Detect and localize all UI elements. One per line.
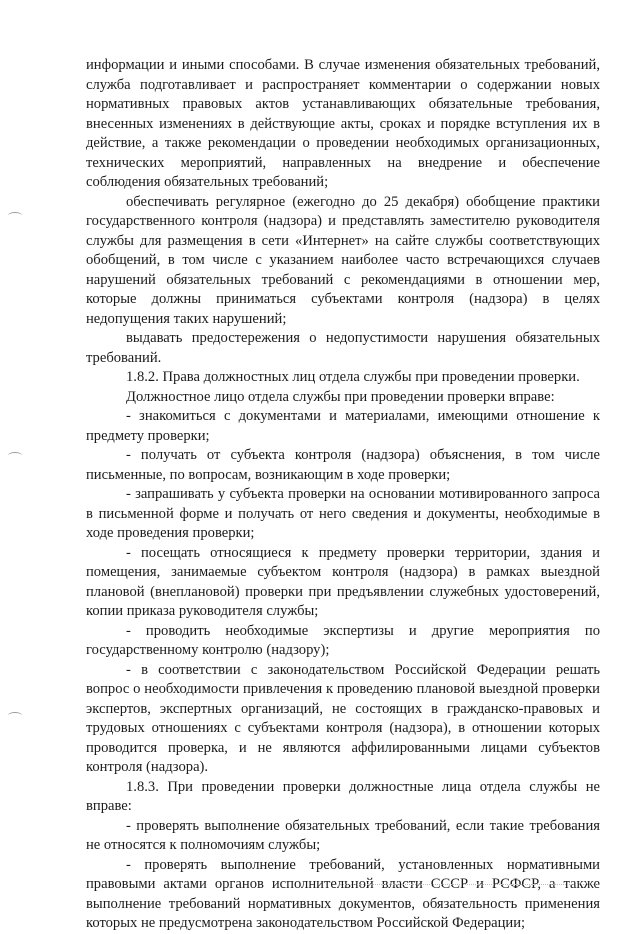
list-item: - проверять выполнение требований, установленных нормативными правовыми актами органов исполнительной власти СССР и РСФСР, а также выполнение требований нормативных документов, обязательность применения которых не предусмотрена законодательством Российской Федерации; (86, 856, 600, 931)
list-item: - проверять выполнение обязательных требований, если такие требования не относятся к полномочиям службы; (86, 817, 600, 853)
paragraph: обеспечивать регулярное (ежегодно до 25 декабря) обобщение практики государственного контроля (надзора) и представлять заместителю руководителя службы для размещения в сети «Интернет» на сайте службы соответствующих обобщений, в том числе с указанием наиболее часто встречающихся случаев нарушений обязательных требований с рекомендациями в отношении мер, которые должны приниматься субъектами контроля (надзора) в целях недопущения таких нарушений; (86, 193, 600, 327)
section-heading: 1.8.2. Права должностных лиц отдела службы при проведении проверки. (126, 369, 580, 385)
list-item: - проводить необходимые экспертизы и другие мероприятия по государственному контролю (надзору); (86, 622, 600, 658)
list-item: - получать от субъекта контроля (надзора) объяснения, в том числе письменные, по вопросам, возникающим в ходе проверки; (86, 447, 600, 483)
section-heading: 1.8.3. При проведении проверки должностные лица отдела службы не вправе: (86, 778, 600, 814)
margin-mark (8, 212, 22, 219)
margin-mark (8, 452, 22, 459)
paragraph: информации и иными способами. В случае изменения обязательных требований, служба подготавливает и распространяет комментарии о содержании новых нормативных правовых актов устанавливающих обязательные требования, внесенных изменениях в действующие акты, сроках и порядке вступления их в действие, а также рекомендации о проведении необходимых организационных, технических мероприятий, направленных на внедрение и обеспечение соблюдения обязательных требований; (86, 57, 600, 190)
list-item: - знакомиться с документами и материалами, имеющими отношение к предмету проверки; (86, 408, 600, 444)
list-item: - в соответствии с законодательством Российской Федерации решать вопрос о необходимости привлечения к проведению плановой выездной проверки экспертов, экспертных организаций, не состоящих в гражданско-правовых и трудовых отношениях с субъектами контроля (надзора), в отношении которых проводится проверка, и не являются аффилированными лицами субъектов контроля (надзора). (86, 661, 600, 775)
page-bottom-rule (340, 884, 600, 885)
margin-mark (8, 712, 22, 719)
paragraph: выдавать предостережения о недопустимости нарушения обязательных требований. (86, 330, 600, 366)
body-text (86, 56, 600, 934)
list-item: - запрашивать у субъекта проверки на основании мотивированного запроса в письменной форме и получать от него сведения и документы, необходимые в ходе проведения проверки; (86, 486, 600, 541)
list-item: - посещать относящиеся к предмету проверки территории, здания и помещения, занимаемые субъектом контроля (надзора) в рамках выездной плановой (внеплановой) проверки при предъявлении служебных удостоверений, копии приказа руководителя службы; (86, 544, 600, 619)
paragraph: Должностное лицо отдела службы при проведении проверки вправе: (126, 388, 555, 405)
